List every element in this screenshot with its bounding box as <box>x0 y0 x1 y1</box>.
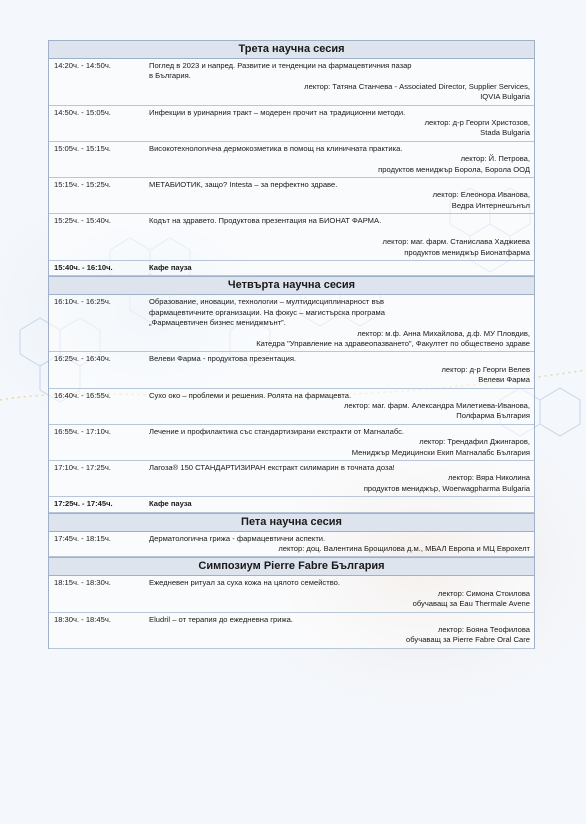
talk-details <box>149 463 530 494</box>
session-rows <box>48 59 535 276</box>
lecturer-line: лектор: д-р Георги Велев <box>441 364 530 374</box>
program-row <box>49 214 534 261</box>
session-rows <box>48 576 535 648</box>
time-slot: 16:25ч. - 16:40ч. <box>54 354 111 364</box>
lecturer-line: лектор: маг. фарм. Александра Милетиева-Иванова, <box>343 400 530 410</box>
time-slot: 15:15ч. - 15:25ч. <box>54 180 111 190</box>
talk-details <box>149 534 530 555</box>
lecturer-line: Полфарма България <box>456 411 530 421</box>
talk-title-line: Кафе пауза <box>149 262 192 272</box>
time-slot: 15:40ч. - 16:10ч. <box>54 262 113 272</box>
talk-title-line: „Фармацевтичен бизнес мениджмънт”. <box>149 318 286 328</box>
program-row <box>49 59 534 106</box>
session-header: Трета научна сесия <box>48 40 535 59</box>
lecturer-line: лектор: Симона Стоилова <box>437 588 530 598</box>
talk-title-line: в България. <box>149 71 191 81</box>
talk-details <box>149 263 530 273</box>
lecturer-line: лектор: доц. Валентина Брощилова д.м., МБАЛ Европа и МЦ Еврохелт <box>278 544 530 554</box>
talk-title-line: Eludril – от терапия до ежедневна грижа. <box>149 614 293 624</box>
session-rows <box>48 295 535 512</box>
lecturer-line: Stada Bulgaria <box>480 128 530 138</box>
lecturer-line: лектор: м.ф. Анна Михайлова, д.ф. МУ Пловдив, <box>357 328 530 338</box>
talk-title-line: Кодът на здравето. Продуктова презентация на БИОНАТ ФАРМА. <box>149 216 382 226</box>
lecturer-line: Катедра "Управление на здравеопазването", Факултет по обществено здраве <box>256 338 530 348</box>
program-row <box>49 106 534 142</box>
time-slot: 14:20ч. - 14:50ч. <box>54 61 111 70</box>
lecturer-line: Велеви Фарма <box>478 375 530 385</box>
program-row <box>49 461 534 497</box>
time-slot: 17:25ч. - 17:45ч. <box>54 499 113 509</box>
lecturer-line: Ведра Интернешънъл <box>451 200 530 210</box>
program-row <box>49 576 534 612</box>
talk-details <box>149 499 530 509</box>
session-header: Пета научна сесия <box>48 513 535 532</box>
talk-details <box>149 108 530 139</box>
time-slot: 17:45ч. - 18:15ч. <box>54 533 111 543</box>
talk-title-line <box>149 227 530 237</box>
session-rows <box>48 532 535 558</box>
program-row <box>49 425 534 461</box>
talk-details <box>149 391 530 422</box>
program-row <box>49 352 534 388</box>
lecturer-line: обучаващ за Eau Thermale Avene <box>412 599 530 609</box>
lecturer-line: IQVIA Bulgaria <box>480 92 530 102</box>
talk-title-line: Сухо око – проблеми и решения. Ролята на фармацевта. <box>149 390 352 400</box>
lecturer-line: лектор: Й. Петрова, <box>460 154 530 164</box>
program-row <box>49 295 534 352</box>
program-row <box>49 389 534 425</box>
time-slot: 17:10ч. - 17:25ч. <box>54 463 111 472</box>
talk-details <box>149 427 530 458</box>
time-slot: 18:15ч. - 18:30ч. <box>54 578 111 588</box>
talk-title-line: фармацевтичните организации. На фокус – магистърска програма <box>149 307 385 317</box>
program-table <box>48 40 535 649</box>
talk-title-line: Образование, иновации, технологии – мултидисциплинарност във <box>149 297 385 307</box>
talk-title-line: Дерматологична грижа - фармацевтични аспекти. <box>149 533 326 543</box>
talk-title-line: Лечение и профилактика със стандартизирани екстракти от Магналабс. <box>149 426 404 436</box>
session-header: Симпозиум Pierre Fabre България <box>48 557 535 576</box>
talk-title-line: Инфекции в уринарния тракт – модерен прочит на традиционни методи. <box>149 107 406 117</box>
program-row <box>49 142 534 178</box>
lecturer-line: лектор: Татяна Станчева - Associated Director, Supplier Services, <box>304 81 530 91</box>
talk-details <box>149 354 530 385</box>
lecturer-line: лектор: Бояна Теофилова <box>437 625 530 635</box>
lecturer-line: продуктов мениджър Борола, Борола ООД <box>378 164 530 174</box>
talk-title-line: Кафе пауза <box>149 499 192 509</box>
time-slot: 14:50ч. - 15:05ч. <box>54 107 111 117</box>
break-row <box>49 261 534 276</box>
lecturer-line: обучаващ за Pierre Fabre Oral Care <box>406 635 530 645</box>
lecturer-line: лектор: д-р Георги Христозов, <box>424 118 530 128</box>
talk-details <box>149 144 530 175</box>
time-slot: 16:40ч. - 16:55ч. <box>54 390 111 400</box>
talk-details <box>149 61 530 103</box>
talk-title-line: МЕТАБИОТИК, защо? Intesta – за перфектно здраве. <box>149 180 338 190</box>
lecturer-line: продуктов мениджър Бионатфарма <box>404 247 530 257</box>
talk-title-line: Поглед в 2023 и напред. Развитие и тенденции на фармацевтичния пазар <box>149 61 412 70</box>
time-slot: 18:30ч. - 18:45ч. <box>54 614 111 624</box>
time-slot: 15:25ч. - 15:40ч. <box>54 216 111 226</box>
lecturer-line: лектор: маг. фарм. Станислава Хаджиева <box>382 237 530 247</box>
talk-details <box>149 216 530 258</box>
session-header: Четвърта научна сесия <box>48 276 535 295</box>
time-slot: 16:55ч. - 17:10ч. <box>54 426 111 436</box>
talk-details <box>149 615 530 646</box>
program-row <box>49 613 534 649</box>
talk-title-line: Ежедневен ритуал за суха кожа на цялото семейство. <box>149 578 340 588</box>
talk-details <box>149 578 530 609</box>
talk-title-line: Велеви Фарма - продуктова презентация. <box>149 354 297 364</box>
break-row <box>49 497 534 512</box>
lecturer-line: лектор: Елеонора Иванова, <box>432 190 530 200</box>
lecturer-line: лектор: Трендафил Джингаров, <box>419 437 530 447</box>
time-slot: 15:05ч. - 15:15ч. <box>54 143 111 153</box>
lecturer-line: продуктов мениджър, Woerwagpharma Bulgaria <box>363 483 530 493</box>
time-slot: 16:10ч. - 16:25ч. <box>54 297 111 307</box>
talk-details <box>149 297 530 349</box>
program-row <box>49 178 534 214</box>
talk-details <box>149 180 530 211</box>
lecturer-line: Мениджър Медицински Екип Магналабс България <box>351 447 530 457</box>
talk-title-line: Лагоза® 150 СТАНДАРТИЗИРАН екстракт силимарин в точната доза! <box>149 463 395 472</box>
lecturer-line: лектор: Вяра Николина <box>447 473 530 483</box>
program-row <box>49 532 534 558</box>
talk-title-line: Високотехнологична дермокозметика в помощ на клиничната практика. <box>149 143 403 153</box>
